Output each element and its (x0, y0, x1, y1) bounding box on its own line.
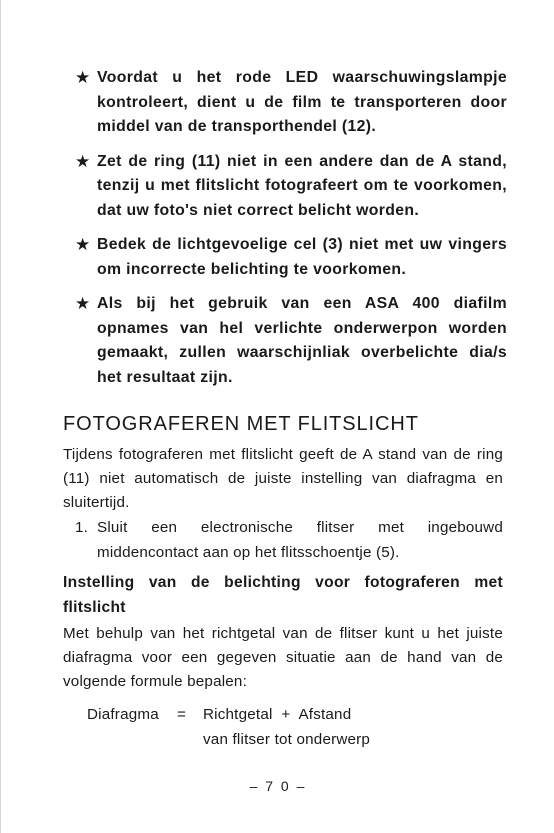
warning-item (75, 150, 507, 224)
page-number: – 7 0 – (249, 778, 307, 794)
step-text: Sluit een electronische flitser met ingebouwd middencontact aan op het flitsschoentje (5). (97, 519, 503, 561)
warning-text: Bedek de lichtgevoelige cel (3) niet met uw vingers om incorrecte belichting te voorkomen. (97, 236, 507, 278)
formula-lhs: Diafragma (87, 706, 159, 723)
body-paragraph: Met behulp van het richtgetal van de flitser kunt u het juiste diafragma voor een gegeven situatie aan de hand van de volgende formule bepalen: (63, 625, 503, 690)
warning-text: Als bij het gebruik van een ASA 400 diafilm opnames van hel verlichte onderwerpon worden gemaakt, zullen waarschijnliak overbelichte dia/s het resultaat zijn. (97, 295, 507, 386)
warning-text: Voordat u het rode LED waarschuwingslampje kontroleert, dient u de film te transporteren door middel van de transporthendel (12). (97, 69, 507, 135)
star-icon: ★ (75, 151, 91, 171)
warning-text: Zet de ring (11) niet in een andere dan de A stand, tenzij u met flitslicht fotografeert om te voorkomen, dat uw foto's niet correct belicht worden. (97, 152, 507, 219)
star-icon: ★ (75, 68, 91, 87)
warning-item (75, 292, 507, 390)
formula-line-1: Richtgetal + Afstand (203, 706, 352, 723)
star-icon: ★ (75, 235, 91, 254)
star-icon: ★ (75, 294, 91, 313)
warning-item (75, 233, 507, 282)
sub-heading: Instelling van de belichting voor fotograferen met flitslicht (63, 574, 503, 616)
section-heading: FOTOGRAFEREN MET FLITSLICHT (63, 413, 419, 435)
numbered-step (75, 516, 503, 565)
step-number: 1. (75, 519, 89, 536)
formula-equals: = (177, 706, 187, 723)
formula-line-2: van flitser tot onderwerp (203, 731, 371, 748)
intro-paragraph: Tijdens fotograferen met flitslicht geeft de A stand van de ring (11) niet automatisch de juiste instelling van diafragma en sluitertijd. (63, 446, 503, 511)
warning-list (75, 66, 507, 400)
warning-item (75, 66, 507, 140)
